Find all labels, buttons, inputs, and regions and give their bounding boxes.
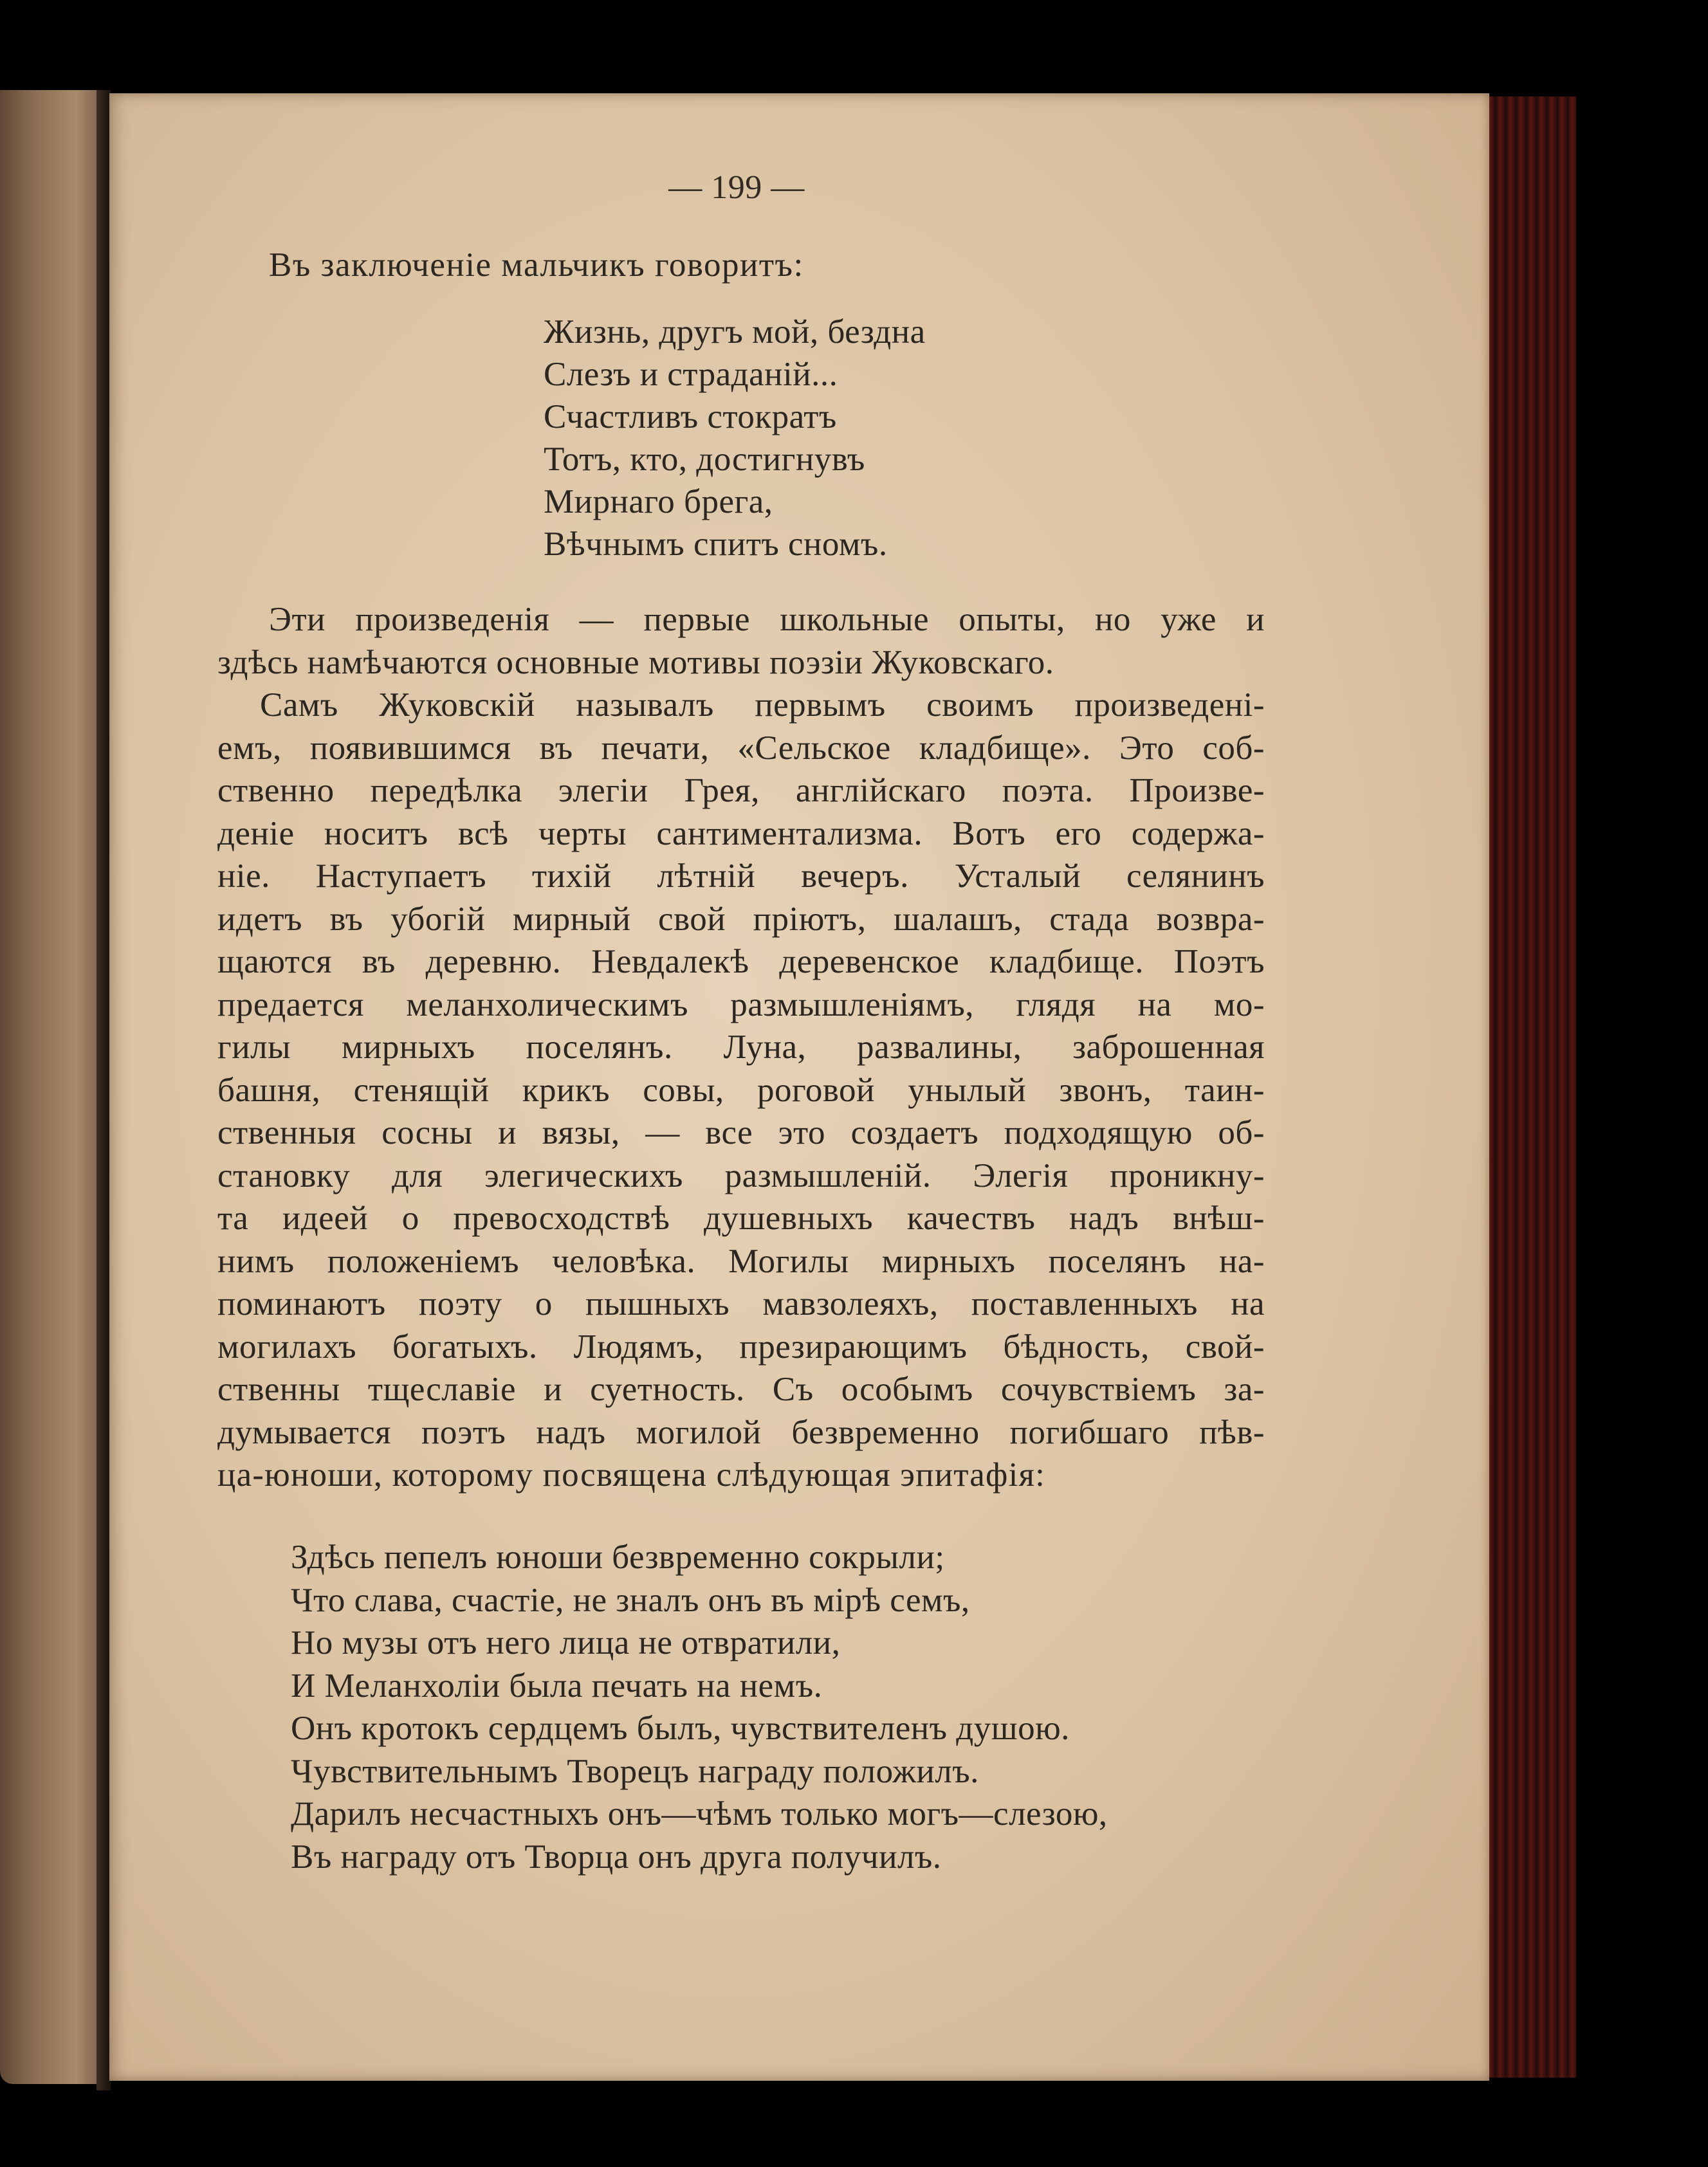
prose-line: ственно передѣлка элегіи Грея, англійскаго поэта. Произве- (217, 772, 1265, 809)
prose-line: ніе. Наступаетъ тихій лѣтній вечеръ. Усталый селянинъ (217, 857, 1265, 895)
prose-line: Самъ Жуковскій называлъ первымъ своимъ произведені- (260, 686, 1265, 724)
poem-line: Тотъ, кто, достигнувъ (544, 441, 865, 478)
prose-line: предается меланхолическимъ размышленіямъ, глядя на мо- (217, 985, 1265, 1023)
book-gutter (96, 90, 111, 2090)
epitaph-line: Но музы отъ него лица не отвратили, (291, 1624, 841, 1661)
prose-line: та идеей о превосходствѣ душевныхъ качествъ надъ внѣш- (217, 1200, 1265, 1237)
prose-line: ца-юноши, которому посвящена слѣдующая эпитафія: (217, 1456, 1046, 1494)
prose-line: здѣсь намѣчаются основные мотивы поэзіи Жуковскаго. (217, 643, 1054, 681)
prose-line: щаются въ деревню. Невдалекѣ деревенское кладбище. Поэтъ (217, 943, 1265, 980)
epitaph-line: Чувствительнымъ Творецъ награду положилъ. (291, 1752, 979, 1790)
poem-stanza-one (544, 311, 926, 565)
poem-line: Слезъ и страданій... (544, 356, 838, 393)
prose-line: поминаютъ поэту о пышныхъ мавзолеяхъ, поставленныхъ на (217, 1285, 1265, 1322)
intro-line: Въ заключеніе мальчикъ говоритъ: (269, 246, 804, 284)
page-block-edges (1486, 96, 1576, 2078)
prose-line: башня, стенящій крикъ совы, роговой унылый звонъ, таин- (217, 1071, 1265, 1109)
poem-line: Вѣчнымъ спитъ сномъ. (544, 526, 888, 563)
epitaph-line: Онъ кротокъ сердцемъ былъ, чувствителенъ душою. (291, 1710, 1070, 1747)
prose-line: Эти произведенія — первые школьные опыты, но уже и (269, 601, 1265, 638)
prose-line: ственны тщеславіе и суетность. Съ особымъ сочувствіемъ за- (217, 1371, 1265, 1408)
prose-line: емъ, появившимся въ печати, «Сельское кладбище». Это соб- (217, 729, 1265, 767)
left-page-edge (0, 90, 109, 2084)
epitaph-line: Здѣсь пепелъ юноши безвременно сокрыли; (291, 1539, 945, 1576)
epitaph-line: И Меланхоліи была печать на немъ. (291, 1667, 823, 1705)
prose-line: гилы мирныхъ поселянъ. Луна, развалины, заброшенная (217, 1029, 1265, 1066)
poem-line: Жизнь, другъ мой, бездна (544, 313, 926, 351)
prose-line: деніе носитъ всѣ черты сантиментализма. Вотъ его содержа- (217, 814, 1265, 852)
prose-line: нимъ положеніемъ человѣка. Могилы мирныхъ поселянъ на- (217, 1242, 1265, 1280)
prose-line: думывается поэтъ надъ могилой безвременно погибшаго пѣв- (217, 1413, 1265, 1451)
poem-line: Мирнаго брега, (544, 483, 773, 520)
prose-body (217, 598, 1265, 1497)
prose-line: ственныя сосны и вязы, — все это создаетъ подходящую об- (217, 1114, 1265, 1151)
prose-line: могилахъ богатыхъ. Людямъ, презирающимъ бѣдность, свой- (217, 1328, 1265, 1366)
page-number: — 199 — (668, 169, 805, 206)
prose-line: становку для элегическихъ размышленій. Элегія проникну- (217, 1157, 1265, 1194)
epitaph-line: Дарилъ несчастныхъ онъ—чѣмъ только могъ—слезою, (291, 1795, 1108, 1833)
epitaph-line: Въ награду отъ Творца онъ друга получилъ. (291, 1838, 942, 1876)
epitaph-poem (291, 1536, 1108, 1878)
epitaph-line: Что слава, счастіе, не зналъ онъ въ мірѣ семъ, (291, 1581, 970, 1619)
poem-line: Счастливъ стократъ (544, 398, 837, 435)
prose-line: идетъ въ убогій мирный свой пріютъ, шалашъ, стада возвра- (217, 900, 1265, 938)
